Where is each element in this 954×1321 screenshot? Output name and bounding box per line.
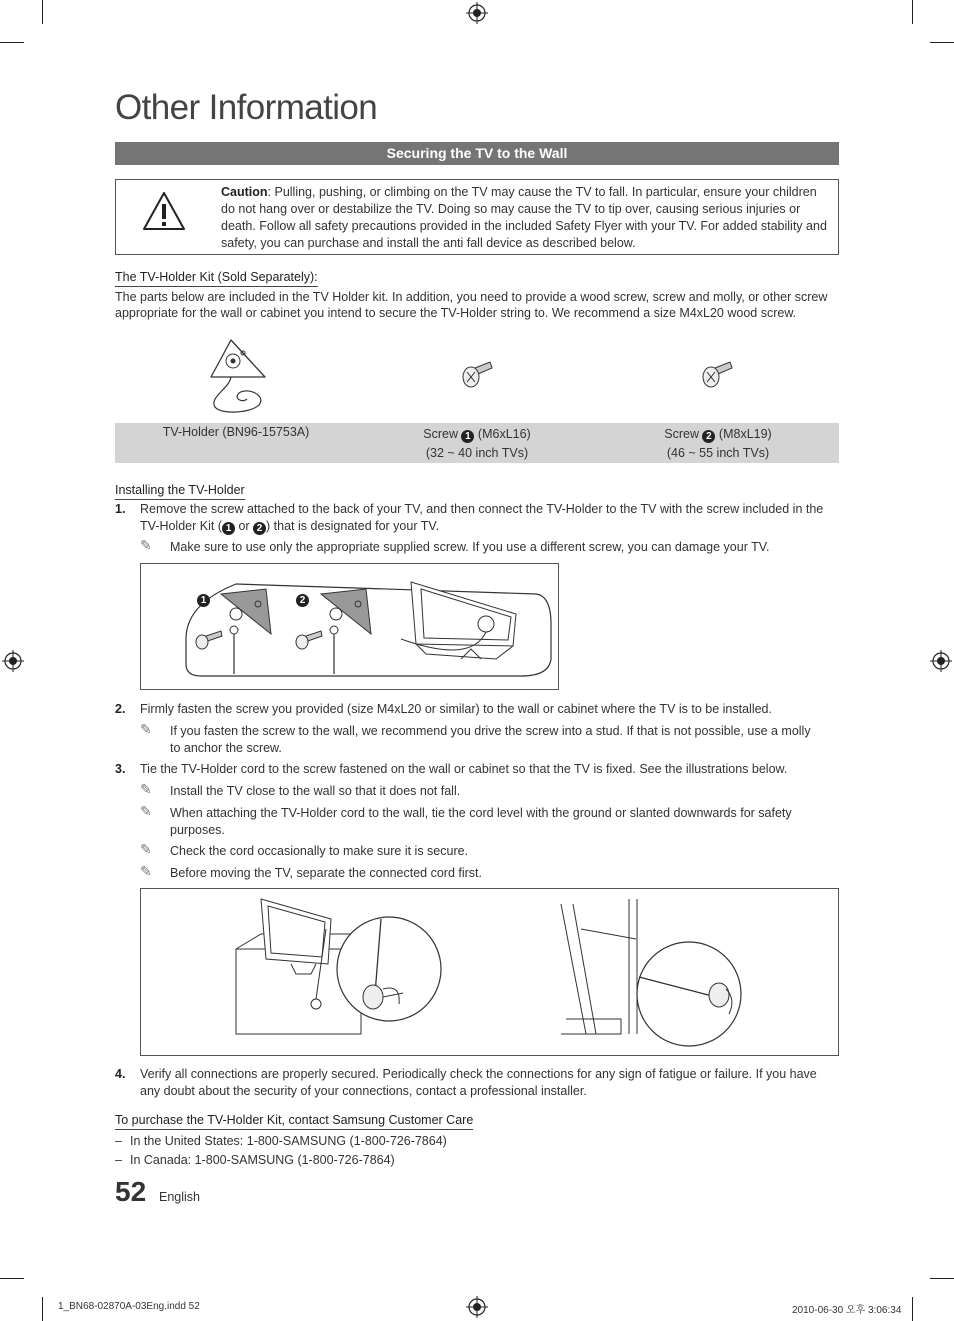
step-3-text: Tie the TV-Holder cord to the screw fastened on the wall or cabinet so that the TV is fixed. See the illustrations below.	[140, 762, 788, 776]
caution-body: : Pulling, pushing, or climbing on the TV may cause the TV to fall. In particular, ensure your children do not hang over or destabilize the TV. Doing so may cause the TV to tip over, causing serious injuries or death. Follow all safety precautions provided in the included Safety Flyer with your TV. For added stability and safety, you can purchase and install the anti fall device as described below.	[221, 185, 827, 250]
registration-mark-icon	[930, 650, 952, 672]
crop-mark	[0, 1278, 24, 1279]
cord-tie-diagram	[140, 888, 839, 1056]
dash-glyph: –	[115, 1134, 122, 1148]
step-text-part: Remove the screw attached to the back of your TV, and then connect the TV-Holder to the TV with the screw included in the TV-Holder Kit (	[140, 502, 824, 533]
parts-label-row	[115, 423, 839, 463]
diagram-marker-1: 1	[197, 594, 210, 607]
pencil-note-icon: ✎	[140, 803, 152, 819]
part-label-screw-1	[357, 425, 597, 463]
crop-mark	[42, 1297, 43, 1321]
kit-heading: The TV-Holder Kit (Sold Separately):	[115, 270, 318, 287]
marker-2: 2	[253, 522, 266, 535]
step-note: If you fasten the screw to the wall, we recommend you drive the screw into a stud. If that is not possible, use a molly to anchor the screw.	[170, 724, 811, 755]
part-sub: (32 ~ 40 inch TVs)	[425, 446, 529, 460]
crop-mark	[912, 1297, 913, 1321]
pencil-note-icon: ✎	[140, 537, 152, 553]
step-number: 3.	[115, 762, 126, 776]
step-note: Install the TV close to the wall so that it does not fall.	[170, 784, 461, 798]
part-name: Screw	[423, 427, 462, 441]
page-title: Other Information	[115, 88, 378, 127]
print-date: 2010-06-30 오후 3:06:34	[792, 1305, 902, 1316]
caution-label: Caution	[221, 185, 268, 199]
part-size: (M8xL19)	[715, 427, 772, 441]
part-sub: (46 ~ 55 inch TVs)	[666, 446, 770, 460]
step-note: When attaching the TV-Holder cord to the wall, tie the cord level with the ground or slanted downwards for safety purposes.	[170, 806, 792, 837]
step-note: Check the cord occasionally to make sure it is secure.	[170, 844, 469, 858]
pencil-note-icon: ✎	[140, 781, 152, 797]
crop-mark	[0, 42, 24, 43]
pencil-note-icon: ✎	[140, 841, 152, 857]
part-label-tv-holder: TV-Holder (BN96-15753A)	[162, 425, 310, 439]
print-file-info: 1_BN68-02870A-03Eng.indd 52	[58, 1301, 200, 1312]
step-1-text	[140, 501, 840, 535]
crop-mark	[930, 42, 954, 43]
step-2-text: Firmly fasten the screw you provided (size M4xL20 or similar) to the wall or cabinet where the TV is to be installed.	[140, 702, 772, 716]
part-label-screw-2	[597, 425, 839, 463]
marker-1: 1	[222, 522, 235, 535]
crop-mark	[42, 0, 43, 24]
tv-holder-illustration	[203, 337, 269, 417]
pencil-note-icon: ✎	[140, 721, 152, 737]
cord-tie-illustration	[141, 889, 838, 1055]
step-text-part: ) that is designated for your TV.	[266, 519, 440, 533]
screw-1-illustration	[460, 360, 494, 390]
kit-description: The parts below are included in the TV Holder kit. In addition, you need to provide a wood screw, screw and molly, or other screw appropriate for the wall or cabinet you intend to secure the TV-Holder string to. We recommend a size M4xL20 wood screw.	[115, 290, 828, 320]
holder-attach-illustration	[141, 564, 558, 689]
install-heading: Installing the TV-Holder	[115, 483, 245, 500]
step-number: 4.	[115, 1067, 126, 1081]
section-heading: Securing the TV to the Wall	[115, 142, 839, 165]
step-note: Make sure to use only the appropriate supplied screw. If you use a different screw, you can damage your TV.	[170, 540, 770, 554]
step-4-text: Verify all connections are properly secured. Periodically check the connections for any sign of fatigue or failure. If you have any doubt about the security of your connections, contact a professional installer.	[140, 1067, 817, 1098]
marker-1: 1	[461, 430, 474, 443]
contact-canada: In Canada: 1-800-SAMSUNG (1-800-726-7864)	[130, 1153, 395, 1167]
registration-mark-icon	[466, 1296, 488, 1318]
registration-mark-icon	[466, 2, 488, 24]
step-number: 1.	[115, 502, 126, 516]
page-language: English	[159, 1190, 200, 1204]
part-name: Screw	[664, 427, 703, 441]
contact-us: In the United States: 1-800-SAMSUNG (1-800-726-7864)	[130, 1134, 447, 1148]
marker-2: 2	[702, 430, 715, 443]
screw-2-illustration	[700, 360, 734, 390]
dash-glyph: –	[115, 1153, 122, 1167]
caution-box	[115, 179, 839, 255]
crop-mark	[930, 1278, 954, 1279]
page-number: 52	[115, 1176, 147, 1207]
diagram-marker-2: 2	[296, 594, 309, 607]
step-number: 2.	[115, 702, 126, 716]
part-size: (M6xL16)	[474, 427, 531, 441]
caution-text	[221, 184, 833, 252]
crop-mark	[912, 0, 913, 24]
registration-mark-icon	[2, 650, 24, 672]
step-text-part: or	[234, 519, 254, 533]
warning-triangle-icon	[141, 190, 187, 232]
step-note: Before moving the TV, separate the connected cord first.	[170, 866, 482, 880]
pencil-note-icon: ✎	[140, 863, 152, 879]
purchase-heading: To purchase the TV-Holder Kit, contact Samsung Customer Care	[115, 1113, 473, 1130]
holder-attach-diagram	[140, 563, 559, 690]
